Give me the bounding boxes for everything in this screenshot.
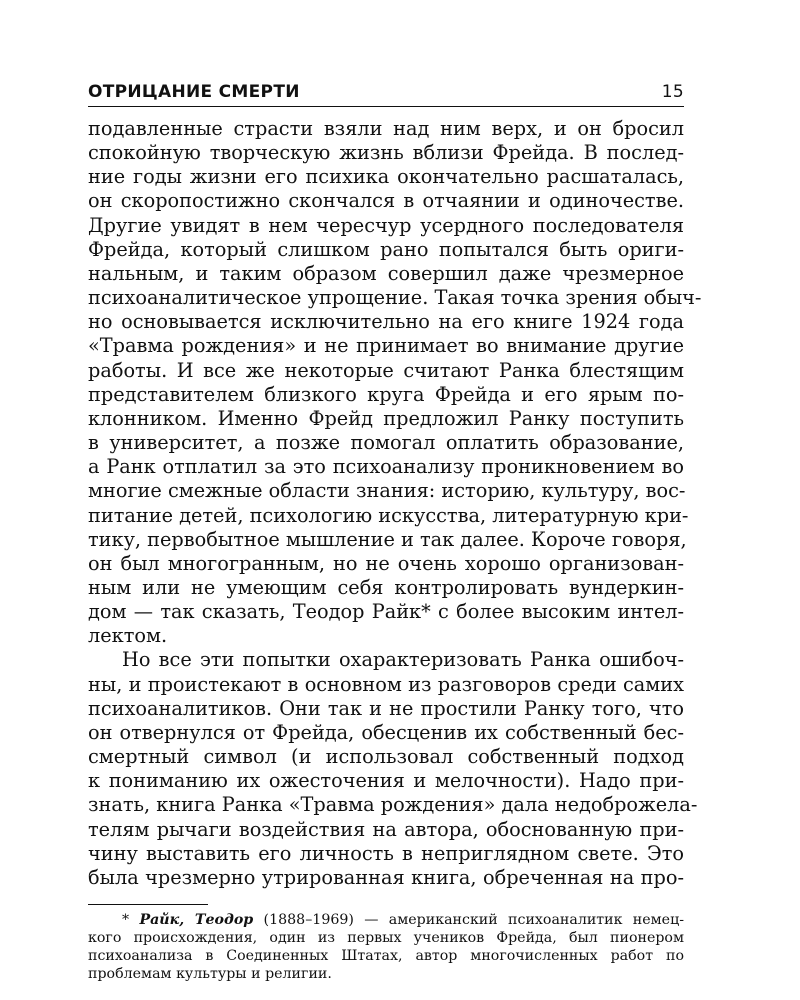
text-line: «Травма рождения» и не принимает во внимание другие [88, 334, 684, 358]
text-line: чину выставить его личность в неприглядном свете. Это [88, 841, 684, 865]
text-line: дом — так сказать, Теодор Райк* с более высоким интел- [88, 600, 684, 624]
text-line: психоаналитиков. Они так и не простили Ранку того, что [88, 696, 684, 720]
text-line: ние годы жизни его психика окончательно расшаталась, [88, 165, 684, 189]
book-page [88, 82, 702, 983]
text-line: телям рычаги воздействия на автора, обоснованную при- [88, 817, 684, 841]
text-line: ным или не умеющим себя контролировать вундеркин- [88, 575, 684, 599]
footnote-marker: * [122, 912, 130, 928]
text-line: тику, первобытное мышление и так далее. Короче говоря, [88, 527, 687, 551]
text-line: психоаналитическое упрощение. Такая точка зрения обыч- [88, 286, 702, 310]
text-line: Фрейда, который слишком рано попытался быть ориги- [88, 237, 684, 261]
text-line: ны, и проистекают в основном из разговоров среди самих [88, 672, 684, 696]
footnote [88, 911, 684, 983]
footnote-line [88, 911, 684, 929]
text-line: он был многогранным, но не очень хорошо организован- [88, 551, 684, 575]
text-line: а Ранк отплатил за это психоанализу проникновением во [88, 455, 684, 479]
text-line: многие смежные области знания: историю, культуру, вос- [88, 479, 686, 503]
text-line: подавленные страсти взяли над ним верх, и он бросил [88, 117, 684, 140]
text-line: но основывается исключительно на его книге 1924 года [88, 310, 684, 334]
footnote-divider [88, 904, 208, 905]
text-line: к пониманию их ожесточения и мелочности). Надо при- [88, 769, 684, 793]
footnote-person-name: Райк, Теодор [139, 912, 254, 928]
text-line: в университет, а позже помогал оплатить образование, [88, 431, 684, 455]
main-text [88, 117, 702, 890]
footnote-line: кого происхождения, один из первых учеников Фрейда, был пионером [88, 930, 684, 946]
text-line: работы. И все же некоторые считают Ранка блестящим [88, 358, 684, 382]
text-line: он отвернулся от Фрейда, обесценив их собственный бес- [88, 720, 684, 744]
paragraph-2 [88, 648, 698, 890]
footnote-line-rest: (1888–1969) — американский психоаналитик немец- [253, 912, 684, 928]
text-line: лектом. [88, 624, 168, 648]
text-line: нальным, и таким образом совершил даже чрезмерное [88, 261, 684, 285]
paragraph-1 [88, 117, 702, 648]
text-line: спокойную творческую жизнь вблизи Фрейда. В послед- [88, 141, 684, 165]
page-number: 15 [661, 82, 684, 102]
running-header [88, 82, 684, 107]
text-line: Другие увидят в нем чересчур усердного последователя [88, 213, 684, 237]
chapter-title: ОТРИЦАНИЕ СМЕРТИ [88, 82, 300, 102]
text-line: Но все эти попытки охарактеризовать Ранка ошибоч- [122, 648, 684, 672]
text-line: смертный символ (и использовал собственный подход [88, 745, 684, 769]
text-line: он скоропостижно скончался в отчаянии и одиночестве. [88, 189, 684, 213]
text-line: клонником. Именно Фрейд предложил Ранку поступить [88, 406, 684, 430]
text-line: представителем близкого круга Фрейда и его ярым по- [88, 382, 684, 406]
text-line: была чрезмерно утрированная книга, обреченная на про- [88, 865, 684, 889]
footnote-line: психоанализа в Соединенных Штатах, автор многочисленных работ по [88, 948, 684, 964]
text-line: питание детей, психологию искусства, литературную кри- [88, 503, 689, 527]
text-line: знать, книга Ранка «Травма рождения» дала недоброжела- [88, 793, 698, 817]
footnote-line: проблемам культуры и религии. [88, 966, 332, 982]
